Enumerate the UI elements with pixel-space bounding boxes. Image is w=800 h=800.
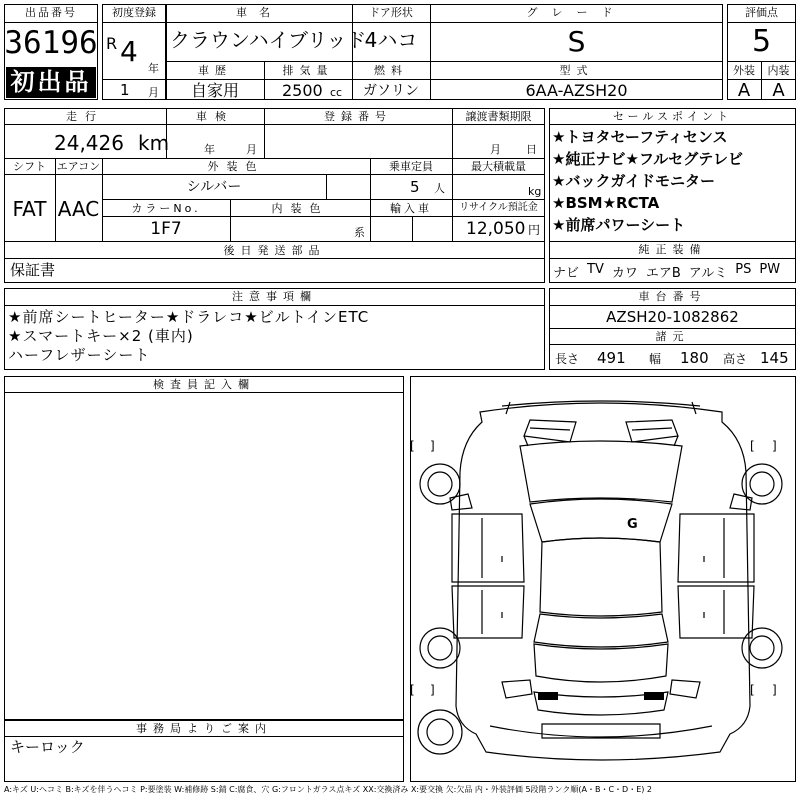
shift-label: シフト: [13, 160, 46, 173]
inspector-box: [4, 376, 404, 720]
car-name-label: 車名: [236, 6, 282, 19]
office-label: 事務局よりご案内: [136, 722, 272, 735]
import-label: 輸入車: [390, 202, 432, 215]
sales-point-item: ★BSM★RCTA: [552, 194, 660, 212]
dimensions-label: 諸元: [655, 330, 690, 343]
inspector-label: 検査員記入欄: [153, 378, 255, 391]
notes-line: ハーフレザーシート: [8, 346, 151, 364]
sales-points-label: セールスポイント: [612, 110, 732, 123]
chassis-number: AZSH20-1082862: [606, 308, 739, 326]
svg-text:[: [: [750, 439, 755, 453]
displacement-label: 排気量: [282, 64, 334, 77]
svg-text:]: ]: [430, 683, 435, 697]
svg-text:[: [: [750, 683, 755, 697]
car-diagram: [410, 376, 796, 782]
height: 145: [760, 349, 789, 367]
damage-mark: G: [627, 517, 638, 532]
recycle-fee-unit: 円: [528, 223, 541, 237]
length-label: 長さ: [555, 352, 580, 366]
first-registration-label: 初度登録: [112, 6, 156, 19]
door-type: 4ハコ: [364, 28, 418, 52]
equipment-item: アルミ: [688, 266, 728, 281]
interior-grade: A: [772, 80, 785, 101]
notes-line: ★スマートキー×2 (車内): [8, 327, 194, 345]
transfer-docs-label: 譲渡書類期限: [465, 110, 532, 123]
svg-text:]: ]: [430, 439, 435, 453]
recycle-fee-label: リサイクル預託金: [459, 202, 538, 213]
sales-point-item: ★バックガイドモニター: [552, 172, 715, 190]
chassis-label: 車台番号: [638, 290, 707, 303]
fuel: ガソリン: [363, 83, 419, 99]
registration-month: 1: [120, 81, 130, 99]
equipment-label: 純正装備: [638, 243, 707, 256]
equipment-item: エアB: [645, 266, 681, 281]
length: 491: [597, 349, 626, 367]
exterior-grade: A: [737, 80, 751, 101]
equipment-item: PW: [759, 262, 781, 277]
later-parts: 保証書: [10, 261, 56, 279]
capacity-unit: 人: [434, 182, 445, 195]
height-label: 高さ: [723, 352, 748, 366]
first-listing-text: 初出品: [10, 68, 92, 96]
shift: FAT: [12, 197, 47, 221]
width: 180: [680, 349, 709, 367]
transfer-month-unit: 月: [490, 143, 501, 156]
car-name: クラウンハイブリッド: [170, 28, 367, 52]
inspection-label: 車検: [196, 110, 234, 123]
fuel-label: 燃料: [374, 64, 408, 77]
aircon: AAC: [57, 197, 100, 221]
inspection-year-unit: 年: [204, 143, 215, 156]
exterior-color: シルバー: [186, 179, 242, 195]
grade-label: グレード: [526, 6, 627, 19]
interior-color-label: 内装色: [271, 202, 329, 215]
inspection-month-unit: 月: [246, 143, 257, 156]
svg-text:[: [: [410, 439, 415, 453]
interior-color-unit: 系: [354, 226, 365, 239]
equipment-item: ナビ: [553, 266, 580, 281]
capacity: 5: [410, 178, 420, 196]
equipment-item: PS: [735, 262, 752, 277]
sales-point-item: ★トヨタセーフティセンス: [552, 128, 728, 146]
model-label: 型式: [559, 64, 594, 77]
mileage-label: 走行: [66, 110, 104, 123]
mileage: 24,426: [54, 131, 124, 155]
year-unit: 年: [148, 62, 159, 75]
color-number: 1F7: [150, 219, 182, 239]
score-label: 評価点: [745, 6, 778, 19]
equipment-item: カワ: [611, 266, 638, 281]
office-text: キーロック: [10, 738, 85, 756]
exterior-color-label: 外装色: [207, 160, 265, 173]
equipment-item: TV: [587, 262, 604, 277]
registration-number-label: 登録番号: [324, 110, 392, 123]
legend-text: A:キズ U:ヘコミ B:キズを伴うヘコミ P:要塗装 W:補修跡 S:錆 C:腐食、穴 G:フロントガラス点キズ XX:交換済み X:要交換 欠:欠品 内・外装評価 5段階ランク順(A・B・C・D・E) 2: [4, 785, 653, 794]
month-unit: 月: [148, 86, 159, 99]
exterior-label: 外装: [733, 64, 755, 77]
recycle-fee: 12,050: [466, 219, 526, 239]
mileage-unit: km: [138, 131, 170, 155]
model: 6AA-AZSH20: [525, 81, 628, 100]
score: 5: [751, 24, 772, 59]
notes-line: ★前席シートヒーター★ドラレコ★ビルトインETC: [8, 308, 370, 326]
registration-year: 4: [120, 35, 138, 68]
max-load-label: 最大積載量: [471, 160, 526, 173]
later-parts-label: 後日発送部品: [223, 244, 326, 257]
lot-number-label: 出品番号: [25, 6, 77, 19]
color-number-label: カラーNo.: [131, 202, 201, 215]
lot-number: 36196: [4, 25, 98, 61]
history-label: 車歴: [198, 64, 232, 77]
svg-text:]: ]: [772, 683, 777, 697]
displacement-unit: cc: [330, 86, 343, 99]
door-type-label: ドア形状: [369, 6, 413, 19]
grade: S: [567, 25, 586, 58]
width-label: 幅: [649, 352, 662, 366]
transfer-day-unit: 日: [526, 143, 537, 156]
aircon-label: エアコン: [56, 160, 101, 173]
sales-point-item: ★純正ナビ★フルセグテレビ: [552, 150, 743, 168]
interior-label: 内装: [767, 64, 790, 77]
displacement: 2500: [282, 81, 323, 100]
svg-text:]: ]: [772, 439, 777, 453]
svg-text:[: [: [410, 683, 415, 697]
capacity-label: 乗車定員: [389, 160, 433, 173]
max-load-unit: kg: [528, 185, 542, 198]
notes-label: 注意事項欄: [232, 290, 317, 303]
era-letter: R: [106, 34, 118, 53]
sales-point-item: ★前席パワーシート: [552, 216, 686, 234]
equipment-list: [553, 262, 793, 280]
history: 自家用: [190, 81, 239, 100]
